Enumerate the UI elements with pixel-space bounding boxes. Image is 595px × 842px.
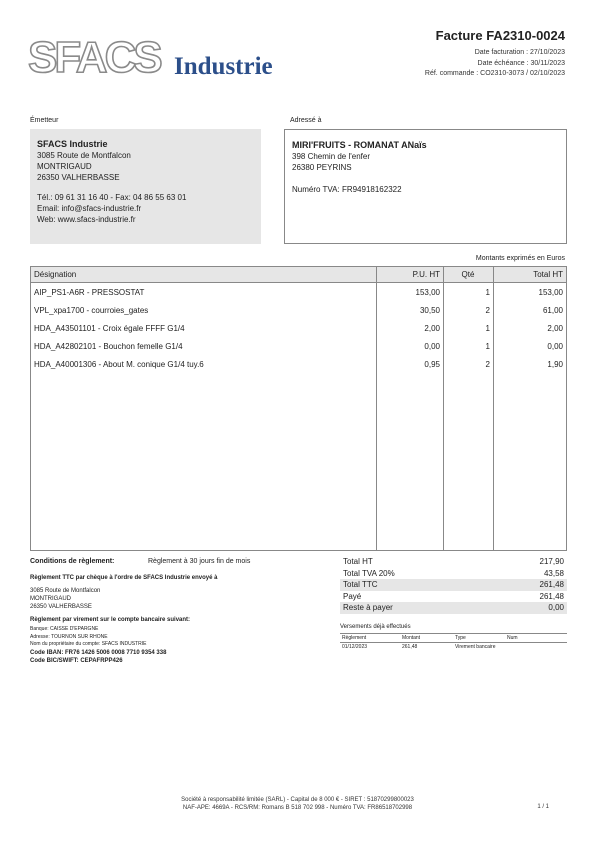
cell-qty: 2 [485,359,490,369]
total-ttc-row [340,579,567,591]
table-row [31,301,566,319]
total-ht-label: Total HT [343,557,373,566]
invoice-title: Facture FA2310-0024 [435,28,565,43]
svg-text:Industrie: Industrie [174,53,273,80]
cell-qty: 2 [485,305,490,315]
due-date: Date échéance : 30/11/2023 [477,59,565,67]
header-qty: Qté [461,270,475,279]
total-tva-row [340,568,567,580]
table-row [31,355,566,373]
payment-row [340,643,567,651]
sender-city: MONTRIGAUD [37,162,92,171]
cell-designation: HDA_A43501101 - Croix égale FFFF G1/4 [34,323,185,333]
cell-designation: HDA_A42802101 - Bouchon femelle G1/4 [34,341,183,351]
cell-total: 0,00 [547,341,563,351]
sender-address: 3085 Route de Montfalcon [37,151,131,160]
sender-phone-fax: Tél.: 09 61 31 16 40 - Fax: 04 86 55 63 01 [37,193,187,202]
total-tva-value: 43,58 [543,568,564,578]
total-ttc-value: 261,48 [539,580,564,589]
payment-amount: 261,48 [402,644,418,650]
payments-header-type: Type [455,635,466,641]
cell-designation: AIP_PS1-A6R - PRESSOSTAT [34,287,145,297]
payment-conditions [30,558,330,665]
recipient-address: 398 Chemin de l'enfer [292,152,371,161]
paid-label: Payé [343,591,362,601]
order-reference: Réf. commande : CO2310-3073 / 02/10/2023 [424,70,565,77]
paid-row [340,591,567,603]
company-logo [28,32,288,84]
page-number: 1 / 1 [537,804,549,810]
header-total: Total HT [533,270,563,279]
total-ttc-label: Total TTC [343,580,378,589]
cell-qty: 1 [485,287,490,297]
svg-text:SFACS: SFACS [28,33,160,82]
cell-unit-price: 153,00 [415,287,440,297]
currency-note: Montants exprimés en Euros [475,255,565,262]
payment-type: Virement bancaire [455,644,496,650]
conditions-label: Conditions de règlement: [30,558,115,565]
footer-line-2: NAF-APE: 4669A - RCS/RM: Romans B 518 702 998 - Numéro TVA: FR86518702998 [182,805,413,811]
cell-total: 1,90 [547,359,563,369]
header-designation: Désignation [34,270,77,279]
account-owner: Nom du propriétaire du compte: SFACS INDUSTRIE [30,641,147,647]
sender-name: SFACS Industrie [37,139,108,149]
cell-total: 153,00 [538,287,563,297]
cell-qty: 1 [485,323,490,333]
recipient-name: MIRI'FRUITS - ROMANAT ANaïs [292,140,427,150]
cell-unit-price: 0,95 [424,359,440,369]
iban: Code IBAN: FR76 1426 5006 0008 7710 9354 338 [30,649,167,656]
total-ht-value: 217,90 [539,557,564,566]
cell-designation: HDA_A40001306 - About M. conique G1/4 tuy.6 [34,359,204,369]
sender-block [30,129,261,244]
payments-header-montant: Montant [402,635,421,641]
cell-unit-price: 2,00 [424,323,440,333]
invoice-meta [425,48,565,80]
payments-caption: Versements déjà effectués [340,624,411,630]
payment-date: 01/12/2023 [342,644,368,650]
recipient-label: Adressé à [290,117,322,124]
recipient-zip-city: 26380 PEYRINS [292,163,352,172]
cheque-title: Règlement TTC par chèque à l'ordre de SFACS Industrie envoyé à [30,575,218,581]
cell-designation: VPL_xpa1700 - courroies_gates [34,305,149,315]
sender-email: Email: info@sfacs-industrie.fr [37,204,142,213]
payments-header [340,633,567,643]
remaining-value: 0,00 [548,603,564,612]
table-row [31,319,566,337]
invoice-date: Date facturation : 27/10/2023 [474,49,565,56]
bic-swift: Code BIC/SWIFT: CEPAFRPP426 [30,657,123,664]
recipient-vat: Numéro TVA: FR94918162322 [292,185,402,194]
cheque-address-1: 3085 Route de Montfalcon [30,588,101,594]
sender-zip-city: 26350 VALHERBASSE [37,173,120,182]
cell-unit-price: 30,50 [419,305,440,315]
payments-header-reglement: Règlement [342,635,367,641]
cheque-address-3: 26350 VALHERBASSE [30,604,92,610]
bank-name: Banque: CAISSE D'EPARGNE [30,626,99,632]
conditions-value: Règlement à 30 jours fin de mois [148,558,251,565]
remaining-row [340,602,567,614]
cheque-address-2: MONTRIGAUD [30,596,71,602]
table-body [31,283,566,373]
cell-qty: 1 [485,341,490,351]
cell-total: 61,00 [542,305,563,315]
header-unit-price: P.U. HT [412,270,440,279]
payments-made [340,624,567,651]
invoice-lines-table [30,266,567,551]
cell-total: 2,00 [547,323,563,333]
transfer-title: Règlement par virement sur le compte bancaire suivant: [30,617,191,623]
recipient-block [284,129,567,244]
total-ht-row [340,556,567,568]
cell-unit-price: 0,00 [424,341,440,351]
payments-header-num: Num [507,635,518,641]
bank-address: Adresse: TOURNON SUR RHONE [30,633,108,640]
footer-line-1: Société à responsabilité limitée (SARL) - Capital de 8 000 € - SIRET : 51870299800023 [181,797,414,803]
sender-label: Émetteur [30,117,59,124]
table-header [31,267,566,283]
legal-footer [0,796,595,812]
paid-value: 261,48 [539,591,564,601]
totals-block [340,556,567,614]
total-tva-label: Total TVA 20% [343,568,395,578]
table-row [31,283,566,301]
sender-web: Web: www.sfacs-industrie.fr [37,215,136,224]
remaining-label: Reste à payer [343,603,393,612]
payment-num [507,644,557,650]
table-row [31,337,566,355]
